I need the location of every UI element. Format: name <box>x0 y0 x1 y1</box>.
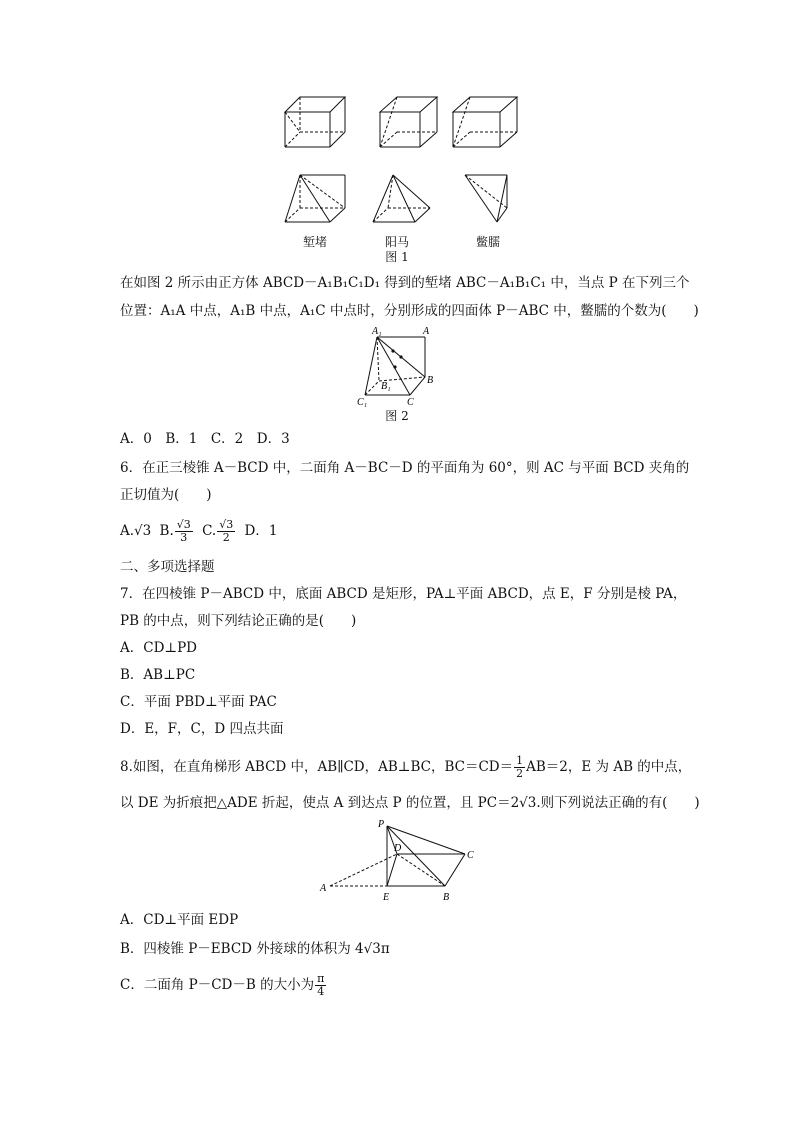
prism-2 <box>380 97 437 147</box>
q7-stem-line2: PB 的中点，则下列结论正确的是( ) <box>120 613 357 629</box>
q8-option-c: C．二面角 P－CD－B 的大小为 $\frac{\pi}{4}$ <box>120 972 325 998</box>
figure1-caption: 图 1 <box>385 250 409 264</box>
figure1-solids <box>275 170 535 230</box>
fig2-label-c1: C₁ <box>357 397 368 408</box>
figure1-prisms <box>275 92 530 150</box>
prism-1 <box>285 97 345 147</box>
q8-stem-line2: 以 DE 为折痕把△ADE 折起，使点 A 到达点 P 的位置，且 PC＝2√3.则下列说法正确的有( ) <box>120 795 700 811</box>
figure-q8-trapezoid <box>315 818 485 908</box>
fig3-label-e: E <box>383 892 390 903</box>
q8-option-b: B．四棱锥 P－EBCD 外接球的体积为 4√3π <box>120 941 390 957</box>
figure2-prism <box>355 325 440 410</box>
fig3-label-b: B <box>443 892 450 903</box>
q8-option-a: A．CD⊥平面 EDP <box>120 912 239 928</box>
yangma-shape <box>373 175 430 222</box>
fig3-label-a: A <box>320 883 327 894</box>
q7-option-d: D．E，F，C，D 四点共面 <box>120 721 284 737</box>
figure1-label-bienao: 鳖臑 <box>475 235 500 249</box>
figure1-label-yangma: 阳马 <box>384 235 409 249</box>
q6-options <box>120 514 277 548</box>
q6-stem-line1: 6．在正三棱锥 A－BCD 中，二面角 A－BC－D 的平面角为 60°，则 AC 与平面 BCD 夹角的 <box>120 460 690 476</box>
fig3-label-p: P <box>378 819 385 830</box>
q7-stem-line1: 7．在四棱锥 P－ABCD 中，底面 ABCD 是矩形，PA⊥平面 ABCD，点 E，F 分别是棱 PA， <box>120 586 687 602</box>
fig2-label-a: A <box>423 326 430 337</box>
q6-option-c: C. $\frac{√3}{2}$ <box>202 518 234 544</box>
q8-stem-line1: 8.如图，在直角梯形 ABCD 中，AB∥CD，AB⊥BC，BC＝CD＝ $\frac{1}{2}$ AB＝2，E 为 AB 的中点， <box>120 754 692 780</box>
fig2-label-b1: B₁ <box>381 381 391 392</box>
q7-option-a: A．CD⊥PD <box>120 640 198 656</box>
figure1-label-qiandu: 堑堵 <box>302 235 327 249</box>
prism-3 <box>453 97 517 147</box>
q7-option-b: B．AB⊥PC <box>120 667 196 683</box>
bienao-shape <box>465 175 507 222</box>
q7-option-c: C．平面 PBD⊥平面 PAC <box>120 694 277 710</box>
section-heading-multi-choice: 二、多项选择题 <box>120 559 215 575</box>
q5-stem-line2: 位置：A₁A 中点，A₁B 中点，A₁C 中点时，分别形成的四面体 P－ABC 中，鳖臑的个数为( ) <box>120 303 699 319</box>
figure2-caption: 图 2 <box>385 409 409 423</box>
qiandu-shape <box>285 175 345 222</box>
fig2-label-a1: A₁ <box>372 326 382 337</box>
q5-stem-line1: 在如图 2 所示由正方体 ABCD－A₁B₁C₁D₁ 得到的堑堵 ABC－A₁B₁C₁ 中，当点 P 在下列三个 <box>120 275 690 291</box>
fig3-label-c: C <box>467 850 474 861</box>
fig2-label-c: C <box>407 397 414 408</box>
q5-options: A．0 B．1 C．2 D．3 <box>120 431 290 447</box>
q6-stem-line2: 正切值为( ) <box>120 487 212 503</box>
fig3-label-d: D <box>394 843 402 854</box>
q6-option-a: A.√3 <box>120 523 152 539</box>
q6-option-d: D．1 <box>244 523 278 539</box>
q6-option-b: B. $\frac{√3}{3}$ <box>159 518 191 544</box>
fig2-label-b: B <box>427 375 434 386</box>
